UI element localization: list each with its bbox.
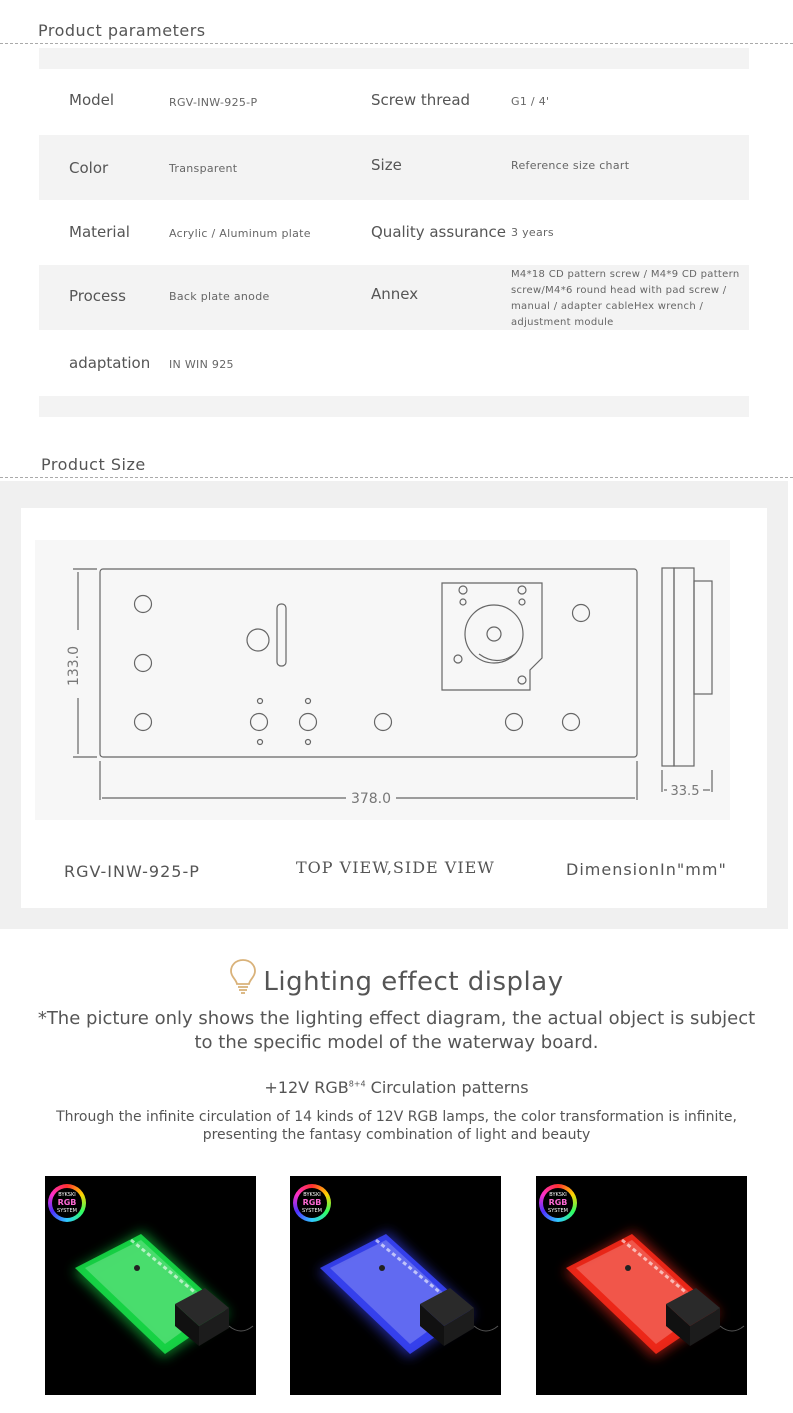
- param-label: Screw thread: [371, 91, 471, 109]
- rgb-badge-text: RGB: [548, 1198, 568, 1207]
- rgb-badge-text: BYKSKI: [303, 1192, 321, 1198]
- param-value: Transparent: [169, 162, 238, 175]
- lighting-title-row: [0, 958, 793, 997]
- rgb-system-badge: [293, 1184, 331, 1222]
- width-dimension-label: 378.0: [350, 791, 392, 807]
- param-label: Process: [69, 287, 126, 305]
- rgb-badge-text: BYKSKI: [58, 1192, 76, 1198]
- size-panel: [0, 481, 788, 929]
- size-title: Product Size: [41, 455, 146, 474]
- rgb-badge-text: SYSTEM: [548, 1208, 568, 1214]
- param-label: Model: [69, 91, 115, 109]
- param-label: Size: [371, 156, 402, 174]
- rgb-title: [0, 1078, 793, 1097]
- size-divider: [0, 477, 793, 478]
- param-label: Quality assurance: [371, 223, 507, 241]
- param-value: IN WIN 925: [169, 358, 234, 371]
- param-label: Color: [69, 159, 109, 177]
- lightbulb-icon: [229, 958, 257, 994]
- height-dimension-label: 133.0: [66, 645, 82, 687]
- param-label: Material: [69, 223, 130, 241]
- photo-blue: [290, 1176, 501, 1395]
- rgb-title-sup: 8+4: [348, 1079, 366, 1089]
- rgb-badge-center: [297, 1188, 327, 1218]
- params-row-adaptation: [39, 330, 749, 396]
- rgb-badge-text: BYKSKI: [549, 1192, 567, 1198]
- param-value: RGV-INW-925-P: [169, 96, 258, 109]
- depth-dimension-label: 33.5: [670, 784, 700, 799]
- lighting-title: Lighting effect display: [263, 967, 564, 997]
- dimension-drawing: [21, 508, 767, 908]
- size-view-caption: TOP VIEW,SIDE VIEW: [296, 858, 495, 877]
- param-value: Back plate anode: [169, 290, 270, 303]
- param-value: M4*18 CD pattern screw / M4*9 CD pattern screw/M4*6 round head with pad screw / manual / adapter cableHex wrench / adjustment module: [511, 269, 740, 328]
- rgb-badge-text: SYSTEM: [57, 1208, 77, 1214]
- params-divider: [0, 43, 793, 44]
- rgb-description: Through the infinite circulation of 14 kinds of 12V RGB lamps, the color transformation is infinite, presenting the fantasy combination of light and beauty: [56, 1109, 737, 1143]
- rgb-badge-center: [543, 1188, 573, 1218]
- params-row-color: [39, 135, 749, 200]
- params-row-model: [39, 69, 749, 135]
- rgb-title-prefix: +12V RGB: [264, 1078, 349, 1097]
- param-value: Reference size chart: [511, 159, 630, 172]
- params-title: Product parameters: [38, 21, 206, 40]
- rgb-badge-text: SYSTEM: [302, 1208, 322, 1214]
- lighting-note: *The picture only shows the lighting effect diagram, the actual object is subject to the specific model of the waterway board.: [37, 1008, 756, 1053]
- rgb-badge-center: [52, 1188, 82, 1218]
- params-top-band: [39, 48, 749, 69]
- photo-red: [536, 1176, 747, 1395]
- size-unit-caption: DimensionIn"mm": [566, 860, 727, 879]
- params-row-process: [39, 265, 749, 330]
- param-value: Acrylic / Aluminum plate: [169, 227, 311, 240]
- param-label: adaptation: [69, 354, 151, 372]
- rgb-title-suffix: Circulation patterns: [365, 1078, 529, 1097]
- rgb-system-badge: [539, 1184, 577, 1222]
- params-bottom-band: [39, 396, 749, 417]
- param-value: G1 / 4': [511, 95, 550, 108]
- params-row-material: [39, 200, 749, 265]
- photo-green: [45, 1176, 256, 1395]
- rgb-badge-text: RGB: [302, 1198, 322, 1207]
- rgb-badge-text: RGB: [57, 1198, 77, 1207]
- size-drawing-card: [21, 508, 767, 908]
- size-model-caption: RGV-INW-925-P: [64, 862, 200, 881]
- param-label: Annex: [371, 285, 419, 303]
- param-value: 3 years: [511, 226, 554, 239]
- rgb-system-badge: [48, 1184, 86, 1222]
